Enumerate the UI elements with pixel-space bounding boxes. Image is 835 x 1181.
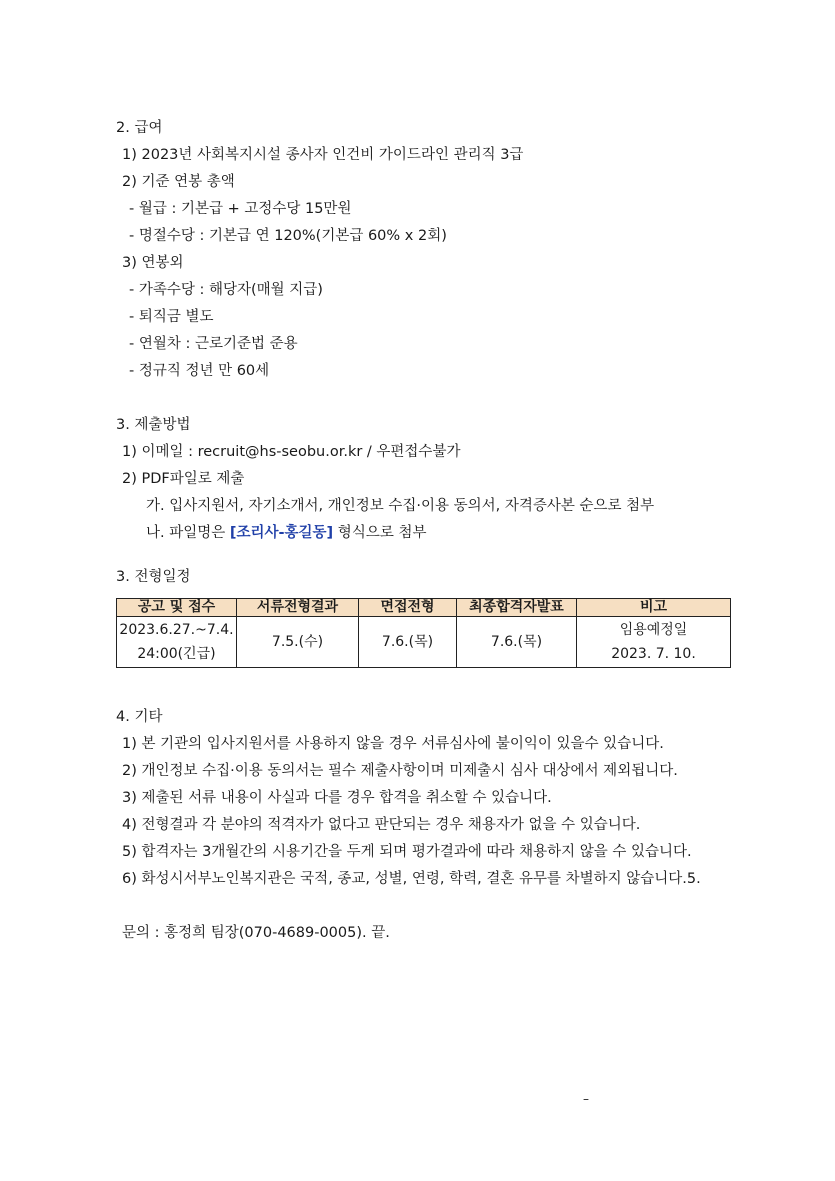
section-3-submit-heading: 3. 제출방법: [116, 417, 191, 433]
salary-item-3-sub-3: - 연월차 : 근로기준법 준용: [129, 336, 298, 352]
announcement-deadline: 24:00(긴급): [137, 646, 216, 662]
section-3-schedule-heading: 3. 전형일정: [116, 569, 191, 585]
schedule-cell-note: [577, 617, 731, 668]
announcement-period: 2023.6.27.~7.4.: [119, 622, 234, 638]
salary-item-2-sub-1: - 월급 : 기본급 + 고정수당 15만원: [129, 201, 352, 217]
schedule-cell-final-announcement: 7.6.(목): [457, 617, 577, 668]
schedule-table: [116, 598, 731, 668]
etc-item-4: 4) 전형결과 각 분야의 적격자가 없다고 판단되는 경우 채용자가 없을 수 있습니다.: [122, 817, 641, 833]
etc-item-3: 3) 제출된 서류 내용이 사실과 다를 경우 합격을 취소할 수 있습니다.: [122, 790, 552, 806]
submit-sub-na-prefix: 나. 파일명은: [146, 525, 230, 541]
salary-item-3-sub-2: - 퇴직금 별도: [129, 309, 214, 325]
submit-sub-na-suffix: 형식으로 첨부: [333, 525, 427, 541]
schedule-cell-announcement: [117, 617, 237, 668]
etc-item-2: 2) 개인정보 수집·이용 동의서는 필수 제출사항이며 미제출시 심사 대상에서 제외됩니다.: [122, 763, 678, 779]
table-row: [117, 617, 731, 668]
note-date: 2023. 7. 10.: [611, 646, 696, 662]
salary-item-3-sub-4: - 정규직 정년 만 60세: [129, 363, 270, 379]
section-2-heading: 2. 급여: [116, 120, 163, 136]
etc-item-1: 1) 본 기관의 입사지원서를 사용하지 않을 경우 서류심사에 불이익이 있을수 있습니다.: [122, 736, 664, 752]
salary-item-2-sub-2: - 명절수당 : 기본급 연 120%(기본급 60% x 2회): [129, 228, 447, 244]
salary-item-3-sub-1: - 가족수당 : 해당자(매월 지급): [129, 282, 323, 298]
submit-item-1: 1) 이메일 : recruit@hs-seobu.or.kr / 우편접수불가: [122, 444, 461, 460]
contact-line: 문의 : 홍정희 팀장(070-4689-0005). 끝.: [122, 925, 390, 941]
schedule-header-cell: 서류전형결과: [237, 599, 359, 617]
schedule-header-row: [117, 599, 731, 617]
salary-item-1: 1) 2023년 사회복지시설 종사자 인건비 가이드라인 관리직 3급: [122, 147, 524, 163]
etc-item-6: 6) 화성시서부노인복지관은 국적, 종교, 성별, 연령, 학력, 결혼 유무를 차별하지 않습니다.5.: [122, 871, 701, 887]
etc-item-5: 5) 합격자는 3개월간의 시용기간을 두게 되며 평가결과에 따라 채용하지 않을 수 있습니다.: [122, 844, 692, 860]
footer-mark: –: [583, 1092, 589, 1106]
schedule-header-cell: 면접전형: [359, 599, 457, 617]
salary-item-3: 3) 연봉외: [122, 255, 184, 271]
schedule-header-cell: 비고: [577, 599, 731, 617]
section-4-heading: 4. 기타: [116, 709, 163, 725]
salary-item-2: 2) 기준 연봉 총액: [122, 174, 235, 190]
schedule-header-cell: 최종합격자발표: [457, 599, 577, 617]
submit-sub-ga: 가. 입사지원서, 자기소개서, 개인정보 수집·이용 동의서, 자격증사본 순으로 첨부: [146, 498, 655, 514]
schedule-cell-document-result: 7.5.(수): [237, 617, 359, 668]
schedule-cell-interview: 7.6.(목): [359, 617, 457, 668]
note-label: 임용예정일: [619, 622, 688, 638]
submit-sub-na: [146, 523, 426, 543]
filename-example: [조리사-홍길동]: [229, 525, 334, 541]
submit-item-2: 2) PDF파일로 제출: [122, 471, 245, 487]
schedule-header-cell: 공고 및 접수: [117, 599, 237, 617]
